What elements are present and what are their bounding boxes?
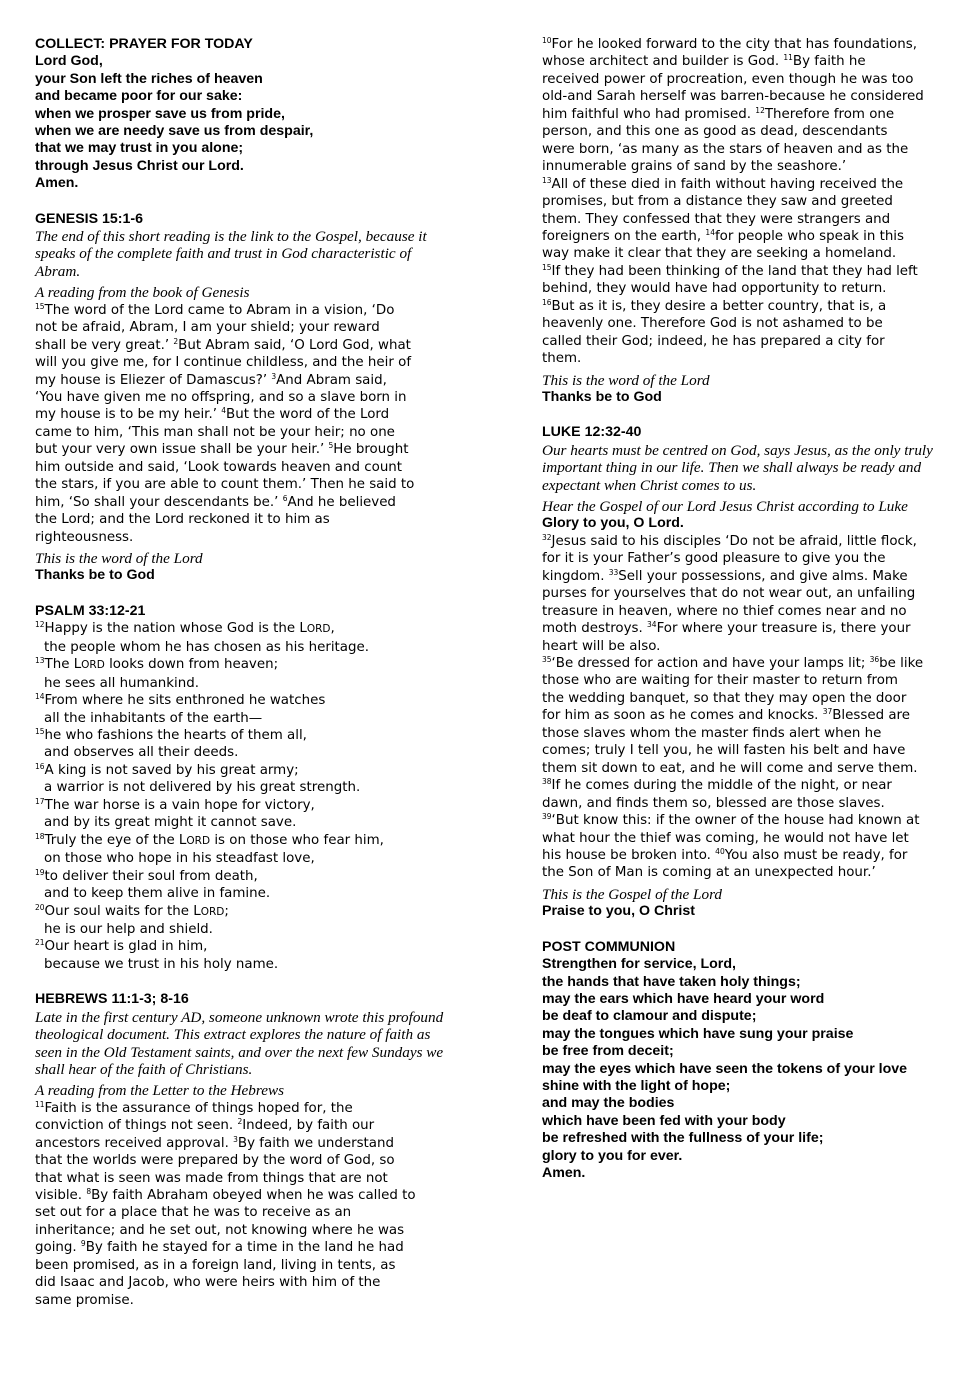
genesis-intro: The end of this short reading is the link to the Gospel, because it speaks of the complete faith and trust in God characteristic of Abram. [35,228,427,280]
hebrews-text-line: $^{10}$For he looked forward to the city that has foundations, [542,36,917,52]
post-communion-line: may the eyes which have seen the tokens of your love [542,1060,908,1077]
genesis-text-line: shall be very great.’ $^2$But Abram said, ‘O Lord God, what [35,336,411,353]
luke-response-call: This is the Gospel of the Lord [542,885,723,903]
collect-line: your Son left the riches of heaven [35,70,263,87]
genesis-text-line: will you give me, for I continue childless, and the heir of [35,355,412,371]
genesis-text-line: ‘You have given me no offspring, and so a slave born in [35,389,407,405]
hebrews-text-line: them. They confessed that they were strangers and [542,211,891,227]
post-communion-section [542,939,958,1183]
psalm-verse-line: $^{12}$Happy is the nation whose God is the LORD, [35,620,335,637]
collect-line: Amen. [35,175,79,192]
psalm-verse-line: $^{15}$he who fashions the hearts of them all, [35,726,307,743]
post-communion-line: glory to you for ever. [542,1147,683,1164]
hebrews-text-line: same promise. [35,1292,134,1308]
genesis-response: Thanks be to God [35,567,155,584]
psalm-verse-line: a warrior is not delivered by his great strength. [44,780,361,796]
genesis-section [35,211,447,585]
post-communion-line: be refreshed with the fullness of your life; [542,1130,824,1147]
hebrews-text-line: behind, they would have had opportunity to return. [542,281,887,297]
hebrews-text-line: called their God; indeed, he has prepared a city for [542,333,885,349]
hebrews-announce: A reading from the Letter to the Hebrews [35,1082,285,1100]
post-communion-line: be free from deceit; [542,1043,674,1060]
luke-text-line: $^{35}$‘Be dressed for action and have your lamps lit; $^{36}$be like [542,655,924,672]
hebrews-response: Thanks be to God [542,389,662,406]
psalm-verse-line: the people whom he has chosen as his heritage. [44,639,369,655]
luke-announce: Hear the Gospel of our Lord Jesus Christ according to Luke [542,498,908,516]
hebrews-heading: HEBREWS 11:1-3; 8-16 [35,991,189,1008]
luke-heading: LUKE 12:32-40 [542,424,642,441]
hebrews-text-line: him faithful who had promised. $^{12}$Therefore from one [542,105,895,122]
hebrews-text-line: that the worlds were prepared by the word of God, so [35,1153,395,1169]
hebrews-text-line: promises, but from a distance they saw and greeted [542,194,893,210]
post-communion-line: shine with the light of hope; [542,1077,731,1094]
luke-text-line: kingdom. $^{33}$Sell your possessions, and give alms. Make [542,567,908,584]
hebrews-text-line: $^{13}$All of these died in faith without having received the [542,175,904,192]
hebrews-text-line: ancestors received approval. $^3$By faith we understand [35,1134,394,1151]
collect-line: when we are needy save us from despair, [35,123,314,140]
post-communion-line: be deaf to clamour and dispute; [542,1008,757,1025]
psalm-verse-line: he sees all humankind. [44,675,199,691]
hebrews-continued [542,36,958,406]
collect-section [35,36,447,193]
genesis-text-line: the Lord; and the Lord reckoned it to him as [35,512,330,528]
luke-text-line: the wedding banquet, so that they may open the door [542,690,907,706]
hebrews-text-line: were born, ‘as many as the stars of heaven and as the [542,141,909,157]
collect-line: and became poor for our sake: [35,88,243,105]
hebrews-text-line: $^{15}$If they had been thinking of the land that they had left [542,262,918,279]
hebrews-text-line: innumerable grains of sand by the seashore.’ [542,159,847,175]
luke-text-line: $^{39}$‘But know this: if the owner of the house had known at [542,812,920,829]
hebrews-text-line: heavenly one. Therefore God is not ashamed to be [542,316,883,332]
genesis-text [35,302,447,546]
post-communion-line: and may the bodies [542,1095,675,1112]
psalm-verse-line: $^{20}$Our soul waits for the LORD; [35,902,229,919]
left-column [35,36,447,1309]
hebrews-text-line: did Isaac and Jacob, who were heirs with him of the [35,1275,381,1291]
hebrews-text-line: old-and Sarah herself was barren-because he considered [542,89,924,105]
psalm-verse-line: and by its great might it cannot save. [44,815,297,831]
post-communion-line: may the ears which have heard your word [542,990,825,1007]
luke-response: Praise to you, O Christ [542,903,695,920]
genesis-text-line: the stars, if you are able to count them.’ Then he said to [35,477,415,493]
psalm-verse-line: $^{16}$A king is not saved by his great army; [35,761,299,778]
genesis-text-line: him outside and said, ‘Look towards heaven and count [35,459,403,475]
hebrews-text-line: received power of procreation, even though he was too [542,71,914,87]
hebrews-text-line: inheritance; and he set out, not knowing where he was [35,1222,405,1238]
luke-text-line: his house be broken into. $^{40}$You also must be ready, for [542,847,908,864]
hebrews-text [35,1100,447,1309]
luke-text-line: $^{32}$Jesus said to his disciples ‘Do not be afraid, little flock, [542,532,917,549]
hebrews-text-line: been promised, as in a foreign land, living in tents, as [35,1257,396,1273]
luke-announce-response: Glory to you, O Lord. [542,515,684,532]
psalm-verse-line: $^{21}$Our heart is glad in him, [35,938,208,955]
luke-text-line: for him as soon as he comes and knocks. $^{37}$Blessed are [542,707,910,724]
collect-line: that we may trust in you alone; [35,140,244,157]
post-communion-line: Amen. [542,1165,586,1182]
hebrews-text-line: visible. $^8$By faith Abraham obeyed when he was called to [35,1187,416,1204]
psalm-verse-line: he is our help and shield. [44,921,213,937]
hebrews-text-line: them. [542,351,582,367]
right-column [542,36,958,1182]
luke-text-line: comes; truly I tell you, he will fasten his belt and have [542,743,906,759]
luke-text-line: what hour the thief was coming, he would not have let [542,830,909,846]
collect-heading: COLLECT: PRAYER FOR TODAY [35,36,253,52]
luke-text-line: moth destroys. $^{34}$For where your treasure is, there your [542,620,911,637]
luke-text-line: those slaves whom the master finds alert when he [542,725,882,741]
hebrews-text-continued [542,36,958,368]
hebrews-text-line: whose architect and builder is God. $^{11}$By faith he [542,53,866,70]
hebrews-section [35,991,447,1309]
post-communion-heading: POST COMMUNION [542,938,676,955]
hebrews-response-call: This is the word of the Lord [542,371,710,389]
luke-text-line: dawn, and finds them so, blessed are those slaves. [542,795,885,811]
hebrews-text-line: person, and this one as good as dead, descendants [542,124,888,140]
psalm-verse-line: and to keep them alive in famine. [44,886,271,902]
luke-text-line: for it is your Father’s good pleasure to give you the [542,551,886,567]
psalm-verse-line: all the inhabitants of the earth— [44,710,263,726]
post-communion-line: may the tongues which have sung your praise [542,1025,854,1042]
psalm-verse-line: $^{19}$to deliver their soul from death, [35,867,258,884]
genesis-announce: A reading from the book of Genesis [35,284,250,302]
genesis-text-line: but your very own issue shall be your heir.’ $^5$He brought [35,441,409,458]
luke-section [542,424,958,920]
hebrews-intro: Late in the first century AD, someone unknown wrote this profound theological document. This extract explores the nature of faith as seen in the Old Testament saints, and over the next few Sundays we shall hear of the faith of Christians. [35,1008,444,1078]
post-communion-line: which have been fed with your body [542,1112,786,1129]
luke-text-line: purses for yourselves that do not wear out, an unfailing [542,586,916,602]
hebrews-text-line: foreigners on the earth, $^{14}$for people who speak in this [542,227,905,244]
psalm-section [35,603,447,973]
psalm-verse-line: on those who hope in his steadfast love, [44,851,315,867]
luke-text-line: them sit down to eat, and he will come and serve them. [542,760,918,776]
psalm-verse-line: $^{17}$The war horse is a vain hope for victory, [35,796,315,813]
hebrews-text-line: going. $^9$By faith he stayed for a time in the land he had [35,1239,404,1256]
genesis-text-line: my house is Eliezer of Damascus?’ $^3$And Abram said, [35,371,387,388]
psalm-verse-line: $^{18}$Truly the eye of the LORD is on those who fear him, [35,831,384,848]
psalm-verse-line: $^{14}$From where he sits enthroned he watches [35,692,326,709]
hebrews-text-line: conviction of things not seen. $^2$Indeed, by faith our [35,1117,375,1134]
luke-text-line: those who are waiting for their master to return from [542,673,898,689]
psalm-verse-line: and observes all their deeds. [44,745,239,761]
luke-text-line: the Son of Man is coming at an unexpected hour.’ [542,865,876,881]
hebrews-text-line: that what is seen was made from things that are not [35,1170,388,1186]
genesis-text-line: came to him, ‘This man shall not be your heir; no one [35,424,395,440]
luke-text-line: $^{38}$If he comes during the middle of the night, or near [542,777,892,794]
psalm-text [35,620,447,973]
genesis-text-line: not be afraid, Abram, I am your shield; your reward [35,320,380,336]
genesis-text-line: my house is to be my heir.’ $^4$But the word of the Lord [35,406,390,423]
post-communion-line: Strengthen for service, Lord, [542,956,736,973]
hebrews-text-line: way make it clear that they are seeking a homeland. [542,246,897,262]
psalm-heading: PSALM 33:12-21 [35,602,146,619]
luke-text-line: heart will be also. [542,638,661,654]
luke-text [542,533,958,882]
post-communion-line: the hands that have taken holy things; [542,973,801,990]
collect-line: through Jesus Christ our Lord. [35,157,244,174]
genesis-response-call: This is the word of the Lord [35,550,203,568]
luke-intro: Our hearts must be centred on God, says Jesus, as the only truly important thing in our life. Then we shall always be ready and expectant when Christ comes to us. [542,441,933,494]
hebrews-text-line: $^{11}$Faith is the assurance of things hoped for, the [35,1099,353,1116]
genesis-text-line: righteousness. [35,529,134,545]
genesis-text-line: him, ‘So shall your descendants be.’ $^6$And he believed [35,493,396,510]
psalm-verse-line: $^{13}$The LORD looks down from heaven; [35,656,279,673]
hebrews-text-line: $^{16}$But as it is, they desire a better country, that is, a [542,297,887,314]
genesis-text-line: $^{15}$The word of the Lord came to Abram in a vision, ‘Do [35,301,395,318]
psalm-verse-line: because we trust in his holy name. [44,956,279,972]
collect-line: Lord God, [35,53,103,70]
collect-line: when we prosper save us from pride, [35,105,285,122]
genesis-heading: GENESIS 15:1-6 [35,210,144,227]
luke-text-line: treasure in heaven, where no thief comes near and no [542,603,907,619]
hebrews-text-line: set out for a place that he was to receive as an [35,1205,352,1221]
